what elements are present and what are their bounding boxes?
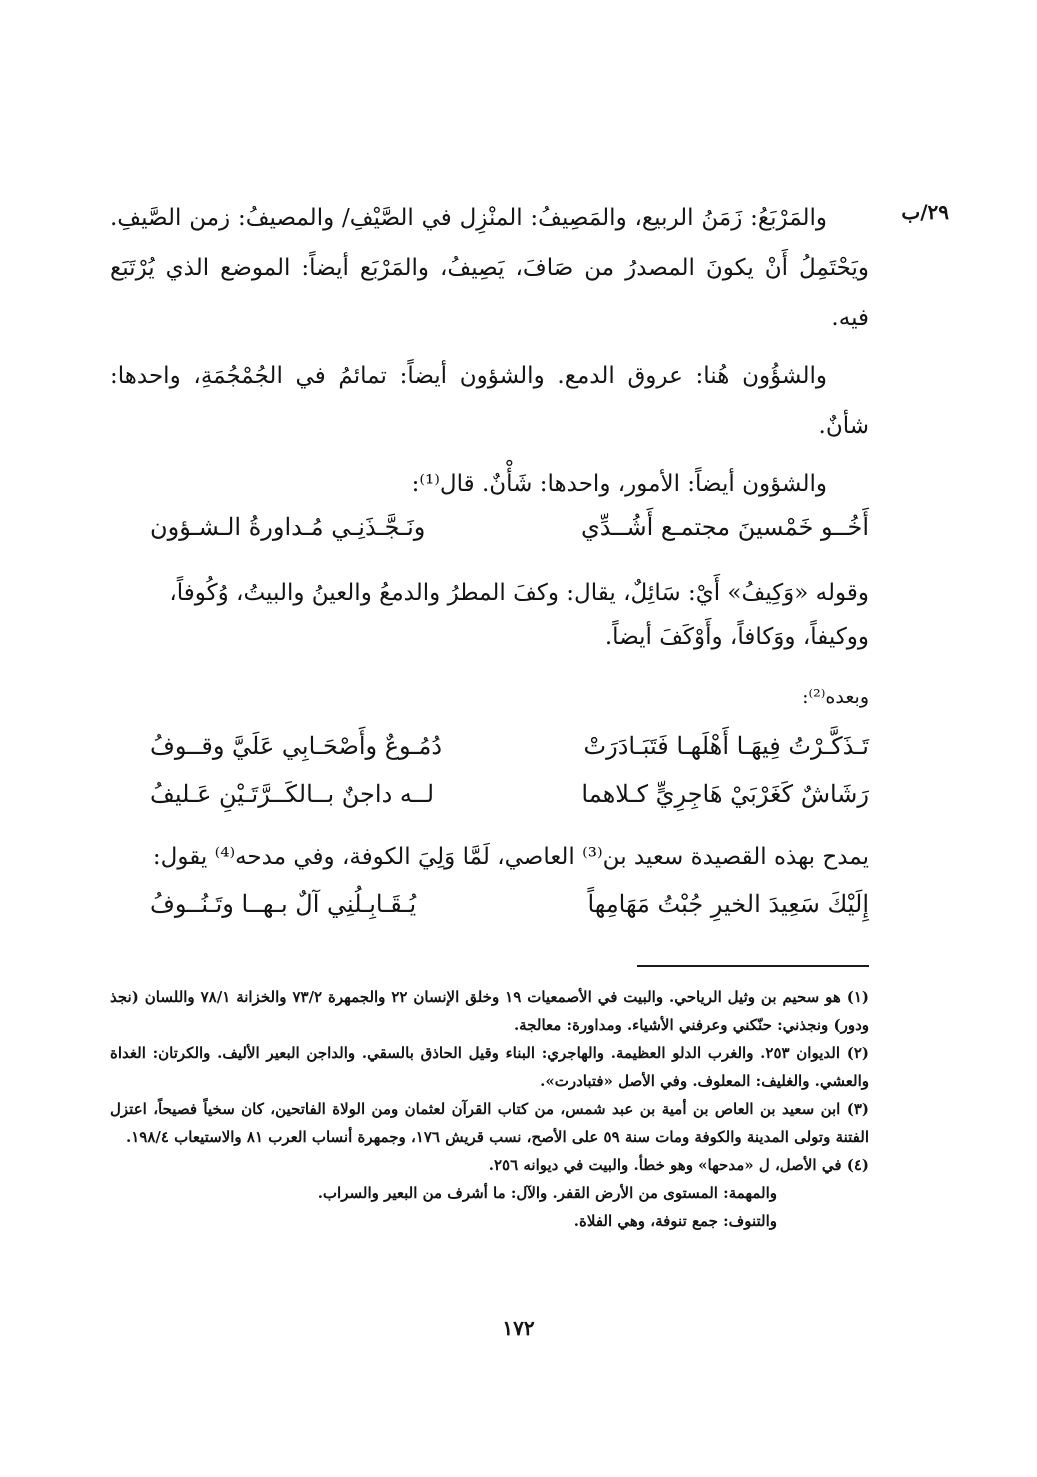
paragraph-wakif-line-2: ووكيفاً، ووَكافاً، وأَوْكَفَ أيضاً. xyxy=(604,624,869,650)
verse-first-hemistich: رَشَاشٌ كَغَرْبَيْ هَاجِرِيٍّ كـلاهما xyxy=(581,780,869,808)
paragraph-wakif-line-1: وقوله «وَكِيفُ» أَيْ: سَائِلٌ، يقال: وكفَ المطرُ والدمعُ والعينُ والبيتُ، وُكُوفاً، xyxy=(169,580,869,606)
footnote-separator xyxy=(637,965,869,967)
verse-row xyxy=(150,770,869,818)
verse-first-hemistich: إِلَيْكَ سَعِيدَ الخيرِ جُبْتُ مَهَامِهاً xyxy=(587,890,869,918)
verse-first-hemistich: أَخُــو خَمْسينَ مجتمـع أَشُــدِّي xyxy=(581,513,869,541)
manuscript-folio-reference: ٢٩/ب xyxy=(901,200,949,224)
footnote-4-gloss-2: والتنوف: جمع تنوفة، وهي الفلاة. xyxy=(573,1212,777,1230)
verse-first-hemistich: تَـذَكَّـرْتُ فِيهَـا أَهْلَهـا فَتَبَـادَرَتْ xyxy=(583,732,869,760)
footnote-4-gloss-1: والمهمة: المستوى من الأرض القفر. والآل: ما أشرف من البعير والسراب. xyxy=(317,1184,777,1202)
verse-second-hemistich: دُمُـوعٌ وأَصْحَـابِي عَلَيَّ وقــوفُ xyxy=(150,732,443,760)
verse-second-hemistich: ونَـجَّـذَنِـي مُـداورةُ الـشـؤون xyxy=(150,513,426,541)
verse-row xyxy=(150,503,869,551)
footnote-2: (٢) الديوان ٢٥٣. والغرب الدلو العظيمة. والهاجري: البناء وقيل الحاذق بالسقي. والداجن البعير الأليف. والكرتان: الغداة والعشي. والغليف: المعلوف. وفي الأصل «فتبادرت». xyxy=(110,1044,869,1090)
paragraph-shuun-tears: والشؤُون هُنا: عروق الدمع. والشؤون أيضاً: تمائمُ في الجُمْجُمَةِ، واحدها: شأنٌ. xyxy=(110,363,869,439)
footnote-3: (٣) ابن سعيد بن العاص بن أمية بن عبد شمس، من كتاب القرآن لعثمان ومن الولاة الفاتحين، كان سخياً فصيحاً، اعتزل الفتنة وتولى المدينة والكوفة ومات سنة ٥٩ على الأصح، نسب قريش ١٧٦، وجمهرة أنساب العرب ٨١ والاستيعاب ١٩٨/٤. xyxy=(110,1100,869,1146)
verse-row xyxy=(150,722,869,770)
verse-sahim xyxy=(150,503,869,551)
after-label: وبعده⁽²⁾: xyxy=(802,686,869,708)
verse-praise xyxy=(150,880,869,928)
footnotes xyxy=(110,983,869,1235)
verses-after xyxy=(150,722,869,818)
page-number: ١٧٢ xyxy=(502,1316,535,1340)
main-text xyxy=(110,193,869,517)
verse-second-hemistich: لــه داجنٌ بــالكَــرَّتَـيْنِ عَـليفُ xyxy=(150,780,435,808)
verse-row xyxy=(150,880,869,928)
paragraph-marba: والمَرْبَعُ: زَمَنُ الربيع، والمَصِيفُ: المنْزِل في الصَّيْفِ/ والمصيفُ: زمن الصَّيفِ. ويَحْتَمِلُ أَنْ يكونَ المصدرُ من صَافَ، يَصِيفُ، والمَرْبَع أيضاً: الموضع الذي يُرْتَبَع فيه. xyxy=(110,205,869,331)
praise-line: يمدح بهذه القصيدة سعيد بن⁽³⁾ العاصي، لَمَّا وَلِيَ الكوفة، وفي مدحه⁽⁴⁾ يقول: xyxy=(152,844,869,870)
footnote-1: (١) هو سحيم بن وثيل الرياحي. والبيت في الأصمعيات ١٩ وخلق الإنسان ٢٢ والجمهرة ٧٣/٢ والخزانة ٧٨/١ واللسان (نجذ ودور) ونجذني: حنّكني وعرفني الأشياء. ومداورة: معالجة. xyxy=(110,988,869,1034)
verse-second-hemistich: يُـقَـابِـلُنِي آلٌ بـهــا وتَـنُــوفُ xyxy=(150,890,417,918)
footnote-4: (٤) في الأصل، ل «مدحها» وهو خطأ. والبيت في ديوانه ٢٥٦. xyxy=(488,1156,869,1174)
paragraph-shuun-matters: والشؤون أيضاً: الأمور، واحدها: شَأْنٌ. قال⁽¹⁾: xyxy=(411,471,827,497)
